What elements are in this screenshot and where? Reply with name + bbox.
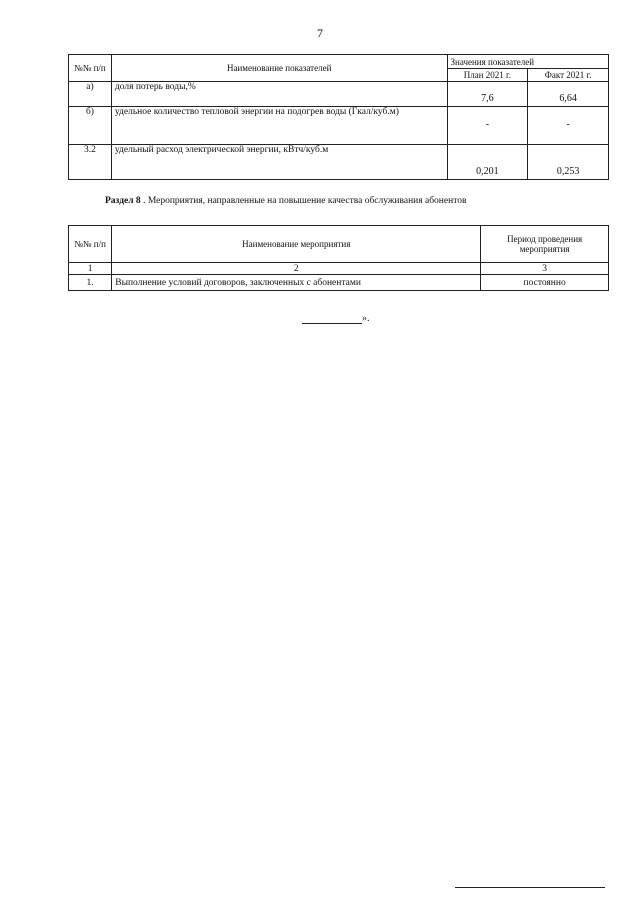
closing-quote: ». — [362, 313, 370, 324]
row-num: 1. — [69, 275, 112, 291]
row-period: постоянно — [481, 275, 609, 291]
column-number: 3 — [481, 263, 609, 275]
measures-table — [68, 225, 609, 291]
indicators-header-plan: План 2021 г. — [447, 69, 528, 82]
row-name: удельное количество тепловой энергии на подогрев воды (Гкал/куб.м) — [111, 107, 447, 145]
row-fact: 6,64 — [528, 82, 609, 107]
column-number: 1 — [69, 263, 112, 275]
row-fact: - — [528, 107, 609, 145]
indicators-header-group: Значения показателей — [447, 55, 609, 69]
indicators-table — [68, 54, 609, 180]
row-name: Выполнение условий договоров, заключенных с абонентами — [112, 275, 481, 291]
row-name: доля потерь воды,% — [111, 82, 447, 107]
row-plan: 7,6 — [447, 82, 528, 107]
measures-header-period: Период проведения мероприятия — [481, 226, 609, 263]
row-num: б) — [69, 107, 112, 145]
column-number: 2 — [112, 263, 481, 275]
footer-rule — [455, 887, 605, 888]
measures-header-name: Наименование мероприятия — [112, 226, 481, 263]
row-fact: 0,253 — [528, 145, 609, 180]
indicators-header-fact: Факт 2021 г. — [528, 69, 609, 82]
table-row — [69, 275, 609, 291]
closing-mark — [302, 313, 370, 324]
section-8-heading — [105, 196, 466, 206]
table-row — [69, 82, 609, 107]
row-plan: - — [447, 107, 528, 145]
row-plan: 0,201 — [447, 145, 528, 180]
measures-header-num: №№ п/п — [69, 226, 112, 263]
row-num: 3.2 — [69, 145, 112, 180]
table-row — [69, 107, 609, 145]
signature-line — [302, 314, 362, 324]
indicators-header-num: №№ п/п — [69, 55, 112, 82]
table-row — [69, 145, 609, 180]
indicators-header-name: Наименование показателей — [111, 55, 447, 82]
section-8-title: . Мероприятия, направленные на повышение качества обслуживания абонентов — [140, 196, 467, 206]
row-name: удельный расход электрической энергии, кВтч/куб.м — [111, 145, 447, 180]
row-num: а) — [69, 82, 112, 107]
page-number: 7 — [317, 26, 323, 40]
section-8-label: Раздел 8 — [105, 196, 141, 206]
